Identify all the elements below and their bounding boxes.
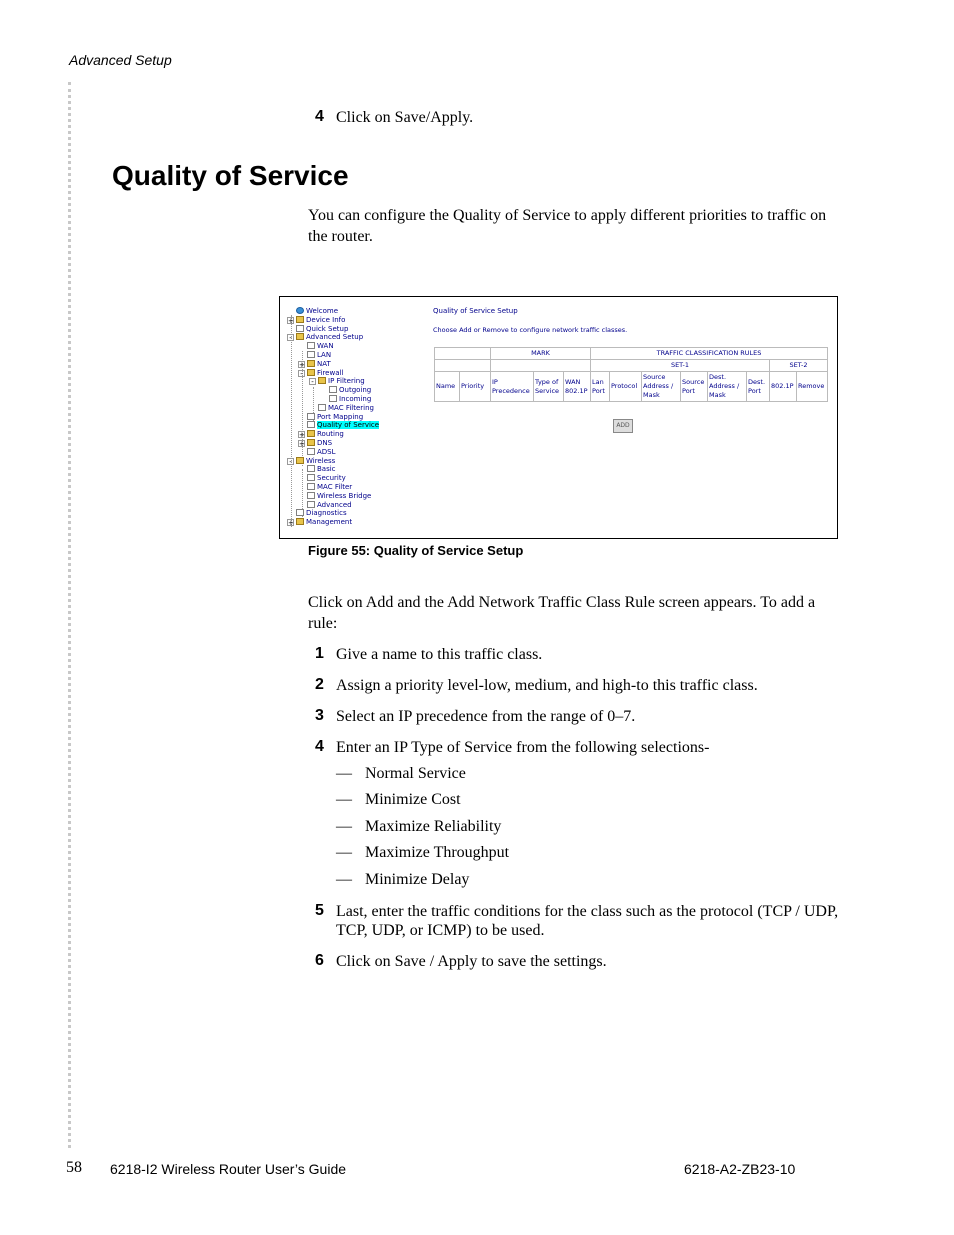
col-header: Type of Service <box>534 372 564 402</box>
set1-label: SET-1 <box>591 360 770 372</box>
running-head: Advanced Setup <box>69 52 172 68</box>
expand-icon[interactable]: + <box>299 431 305 440</box>
expand-icon[interactable]: + <box>299 360 305 369</box>
group-mark: MARK <box>491 348 591 360</box>
tree-item-label: Port Mapping <box>317 412 364 421</box>
col-header: Remove <box>797 372 828 402</box>
tos-option-text: Maximize Reliability <box>365 818 502 835</box>
expand-icon[interactable]: + <box>288 519 294 528</box>
step-text: Last, enter the traffic conditions for the class such as the protocol (TCP / UDP, TCP, UDP, or ICMP) to be used. <box>336 903 839 939</box>
tree-item-label: NAT <box>317 359 331 368</box>
tree-item[interactable] <box>296 333 363 342</box>
document-icon <box>307 342 315 349</box>
folder-icon <box>296 518 304 525</box>
tree-item[interactable] <box>318 404 374 413</box>
document-icon <box>307 465 315 472</box>
collapse-icon[interactable]: - <box>287 334 294 341</box>
tree-item[interactable] <box>307 369 343 378</box>
col-header: Lan Port <box>591 372 610 402</box>
folder-icon <box>307 439 315 446</box>
document-icon <box>329 386 337 393</box>
page-number: 58 <box>66 1159 82 1176</box>
step-number: 2 <box>315 676 324 693</box>
dash-bullet: — <box>336 791 352 808</box>
document-icon <box>318 404 326 411</box>
tree-item-label: Routing <box>317 430 344 439</box>
tree-item[interactable] <box>296 457 335 466</box>
tree-item-label: Welcome <box>306 307 339 315</box>
tree-item[interactable] <box>307 413 363 422</box>
document-icon <box>307 421 315 428</box>
margin-rule <box>68 82 71 1148</box>
tree-item[interactable] <box>307 351 331 360</box>
dash-bullet: — <box>336 818 352 835</box>
section-title: Quality of Service <box>112 160 349 191</box>
tree-item[interactable] <box>307 501 352 510</box>
tree-item[interactable] <box>307 448 336 457</box>
dash-bullet: — <box>336 844 352 861</box>
step-text: Click on Save/Apply. <box>336 109 474 126</box>
tree-item[interactable] <box>307 465 336 474</box>
tree-item-label: Quick Setup <box>306 324 349 333</box>
step-text: Give a name to this traffic class. <box>336 646 543 663</box>
dash-bullet: — <box>336 765 352 782</box>
tos-option-text: Normal Service <box>365 765 466 782</box>
tree-item-label: Security <box>317 474 346 483</box>
folder-icon <box>296 316 304 323</box>
tos-option-text: Minimize Delay <box>365 871 470 888</box>
col-header: Source Port <box>681 372 708 402</box>
collapse-icon[interactable]: - <box>298 370 305 377</box>
tree-item-label: Diagnostics <box>306 509 347 518</box>
step-number: 1 <box>315 645 324 662</box>
tree-item-label: Advanced Setup <box>306 333 364 342</box>
folder-icon <box>307 360 315 367</box>
document-icon <box>307 413 315 420</box>
guide-title: 6218-I2 Wireless Router User’s Guide <box>110 1161 347 1177</box>
step-text: Assign a priority level-low, medium, and high-to this traffic class. <box>336 677 758 694</box>
col-header: Name <box>435 372 460 402</box>
tree-item-label: Advanced <box>317 500 352 509</box>
folder-open-icon <box>296 457 304 464</box>
tree-item[interactable] <box>307 430 344 439</box>
step-text: Click on Save / Apply to save the settings. <box>336 953 607 970</box>
tree-item-label: MAC Filter <box>317 483 353 491</box>
expand-icon[interactable]: + <box>299 440 305 448</box>
tree-item[interactable] <box>307 483 352 492</box>
document-icon <box>307 492 315 499</box>
step-text: Enter an IP Type of Service from the following selections- <box>336 739 710 756</box>
tree-item-label: MAC Filtering <box>328 403 374 412</box>
col-header: Dest. Port <box>747 372 770 402</box>
tree-item-label: Wireless <box>306 456 336 465</box>
dash-bullet: — <box>336 871 352 888</box>
folder-icon <box>307 430 315 437</box>
collapse-icon[interactable]: - <box>309 378 316 385</box>
tree-line <box>291 315 292 527</box>
document-icon <box>307 474 315 481</box>
step-number: 4 <box>315 108 324 125</box>
tree-item-label: LAN <box>317 351 332 359</box>
tree-item-label: Incoming <box>339 395 372 403</box>
tree-item-label: Management <box>306 518 353 527</box>
folder-open-icon <box>318 377 326 384</box>
tree-item-label: Firewall <box>317 368 344 377</box>
col-header: WAN 802.1P <box>564 372 591 402</box>
qos-class-table <box>434 347 828 402</box>
tree-item[interactable] <box>296 518 352 527</box>
table-blank-cell <box>491 360 591 372</box>
tree-item[interactable] <box>307 474 346 483</box>
tos-option-text: Minimize Cost <box>365 791 461 808</box>
tree-item[interactable] <box>329 386 371 395</box>
col-header: Source Address / Mask <box>642 372 681 402</box>
step-number: 6 <box>315 952 324 969</box>
col-header: 802.1P <box>770 372 797 402</box>
document-icon <box>296 509 304 516</box>
qos-page-desc: Choose Add or Remove to configure network traffic classes. <box>433 326 628 334</box>
table-group-row <box>435 348 828 360</box>
tree-item[interactable] <box>329 395 371 404</box>
step-number: 3 <box>315 707 324 724</box>
tree-item-label: IP Filtering <box>328 377 365 386</box>
table-blank-cell <box>435 360 491 372</box>
tree-item[interactable] <box>307 439 332 448</box>
qos-screenshot <box>279 296 838 539</box>
qos-page-title: Quality of Service Setup <box>433 307 518 315</box>
doc-number: 6218-A2-ZB23-10 <box>684 1161 796 1177</box>
document-icon <box>296 325 304 332</box>
tree-item[interactable] <box>296 316 345 325</box>
col-header: Dest. Address / Mask <box>708 372 747 402</box>
tree-item-label: ADSL <box>317 447 336 456</box>
step-text: Select an IP precedence from the range of 0–7. <box>336 708 636 725</box>
document-icon <box>307 351 315 358</box>
expand-icon[interactable]: + <box>288 316 294 325</box>
tree-item-label: WAN <box>317 342 334 351</box>
tree-item[interactable] <box>307 342 334 351</box>
tree-item-label: Wireless Bridge <box>317 491 372 500</box>
col-header: IP Precedence <box>491 372 534 402</box>
tree-item-label: Outgoing <box>339 386 372 395</box>
tree-item[interactable] <box>307 492 371 501</box>
rule-intro: Click on Add and the Add Network Traffic Class Rule screen appears. To add a rule: <box>308 594 816 632</box>
group-rules: TRAFFIC CLASSIFICATION RULES <box>591 348 828 360</box>
section-intro: You can configure the Quality of Service to apply different priorities to traffic on the router. <box>308 207 827 245</box>
tree-item[interactable] <box>307 360 331 369</box>
add-button[interactable]: ADD <box>613 419 633 433</box>
table-set-row <box>435 360 828 372</box>
nav-tree <box>286 307 426 537</box>
col-header: Priority <box>460 372 491 402</box>
tree-item[interactable] <box>296 307 338 316</box>
folder-open-icon <box>296 333 304 340</box>
document-icon <box>307 501 315 508</box>
tree-item-label: Basic <box>317 465 336 474</box>
figure-caption: Figure 55: Quality of Service Setup <box>308 543 524 558</box>
globe-icon <box>296 307 304 314</box>
tree-item[interactable] <box>296 509 347 518</box>
collapse-icon[interactable]: - <box>287 458 294 465</box>
document-icon <box>329 395 337 402</box>
set2-label: SET-2 <box>770 360 828 372</box>
table-header-row <box>435 372 828 402</box>
step-number: 5 <box>315 902 324 919</box>
tree-item[interactable] <box>318 377 365 386</box>
tree-item-label: Device Info <box>306 315 346 324</box>
col-header: Protocol <box>610 372 642 402</box>
folder-open-icon <box>307 369 315 376</box>
tree-item-label: Quality of Service <box>317 421 380 430</box>
tree-item[interactable] <box>307 421 379 430</box>
tree-item-label: DNS <box>317 439 333 447</box>
tree-item[interactable] <box>296 325 348 334</box>
document-icon <box>307 483 315 490</box>
tos-option-text: Maximize Throughput <box>365 844 510 861</box>
document-icon <box>307 448 315 455</box>
table-blank-cell <box>435 348 491 360</box>
step-number: 4 <box>315 738 324 755</box>
